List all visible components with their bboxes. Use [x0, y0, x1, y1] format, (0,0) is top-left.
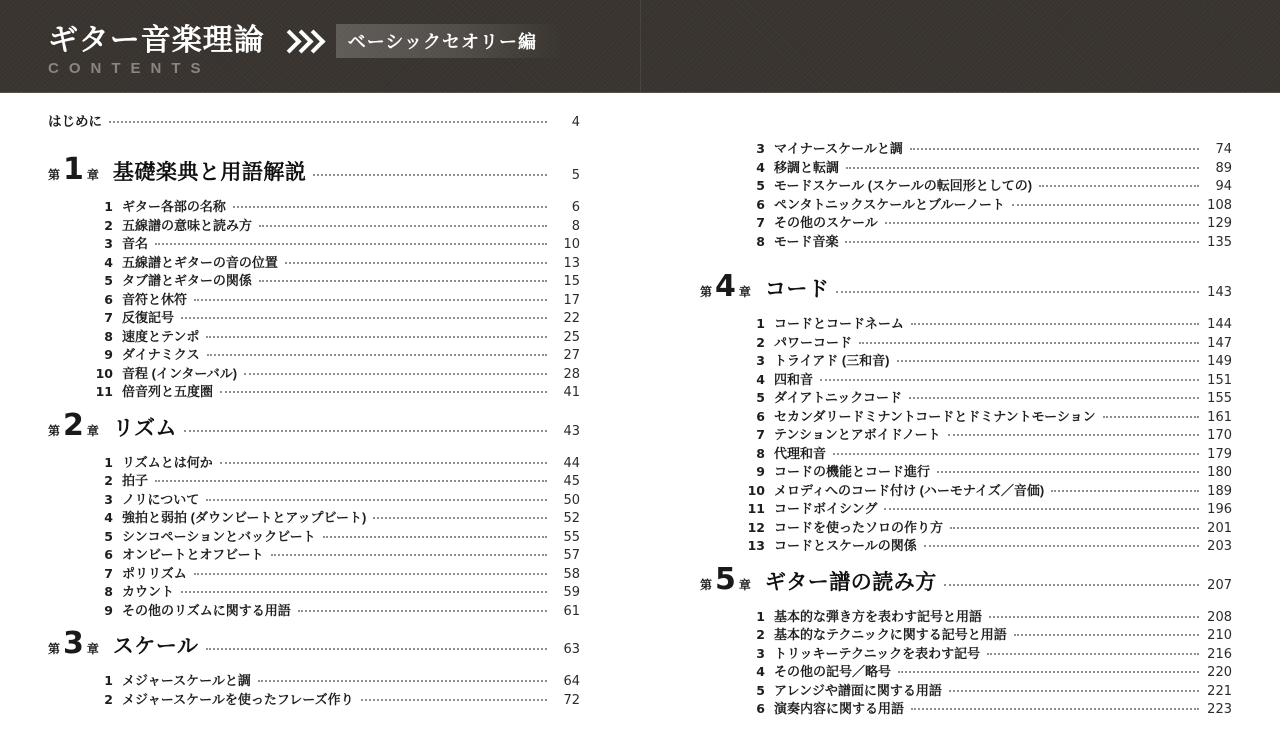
leader-dots [373, 517, 547, 519]
toc-item-row [745, 406, 1232, 425]
page-number: 50 [563, 492, 580, 508]
page-number: 13 [563, 255, 580, 271]
toc-item-row [745, 175, 1232, 194]
item-title: 倍音列と五度圏 [122, 384, 214, 399]
chapter-block-4 [700, 269, 1232, 554]
chapter-prefix: 第 [700, 577, 713, 592]
chapter-label [48, 152, 99, 187]
page-number: 129 [1207, 216, 1232, 231]
item-title: 基本的なテクニックに関する記号と用語 [774, 627, 1007, 642]
page-number: 61 [563, 603, 580, 619]
page-number: 63 [563, 642, 580, 657]
page-number: 210 [1207, 628, 1232, 643]
toc-column-left [48, 110, 580, 707]
item-number: 1 [756, 316, 765, 331]
toc-item-row [93, 252, 580, 271]
toc-item-row [93, 233, 580, 252]
toc-item-row [93, 381, 580, 400]
toc-item-list [700, 606, 1232, 717]
item-number: 5 [104, 528, 113, 544]
toc-item-row [93, 215, 580, 234]
page-number: 44 [563, 455, 580, 471]
leader-dots [911, 323, 1199, 325]
chapter-block-5 [700, 562, 1232, 717]
toc-item-list [48, 670, 580, 707]
chapter-title: 基礎楽典と用語解説 [112, 161, 307, 184]
toc-item-row [745, 461, 1232, 480]
item-number: 8 [104, 328, 113, 344]
page-number: 8 [571, 218, 580, 234]
leader-dots [220, 391, 547, 393]
page-number: 220 [1207, 665, 1232, 680]
toc-item-row [93, 689, 580, 708]
leader-dots [989, 616, 1199, 618]
item-title: 基本的な弾き方を表わす記号と用語 [774, 608, 983, 624]
toc-item-row [93, 600, 580, 619]
leader-dots [845, 241, 1199, 243]
page-number: 28 [563, 366, 580, 382]
leader-dots [1039, 185, 1199, 187]
leader-dots [323, 536, 547, 538]
leader-dots [298, 610, 547, 612]
leader-dots [950, 527, 1199, 529]
item-number: 2 [104, 473, 113, 488]
item-title: 音符と休符 [122, 291, 188, 307]
toc-item-row [93, 344, 580, 363]
item-title: ポリリズム [122, 565, 187, 581]
leader-dots [258, 680, 547, 682]
leader-dots [206, 499, 547, 501]
leader-dots [181, 591, 547, 593]
toc-item-row [93, 581, 580, 600]
page-number: 15 [563, 274, 580, 289]
item-number: 6 [104, 547, 113, 562]
toc-entry-title: はじめに [48, 114, 102, 129]
page-number: 74 [1215, 142, 1232, 157]
leader-dots [194, 573, 547, 575]
item-title: 強拍と弱拍 (ダウンビートとアップビート) [122, 510, 367, 525]
item-title: トライアド (三和音) [774, 353, 890, 368]
page-number: 144 [1207, 317, 1232, 332]
leader-dots [207, 354, 547, 356]
toc-item-row [93, 507, 580, 526]
item-title: タブ譜とギターの関係 [122, 273, 252, 288]
page-number: 43 [563, 423, 580, 439]
item-number: 3 [756, 141, 765, 156]
item-number: 7 [104, 310, 113, 325]
item-number: 1 [756, 608, 765, 624]
item-number: 8 [756, 445, 765, 461]
item-number: 1 [104, 454, 113, 470]
item-number: 3 [756, 353, 765, 368]
page-number: 41 [563, 385, 580, 400]
page-number: 170 [1207, 428, 1232, 443]
item-title: 代理和音 [774, 445, 827, 461]
page-number: 6 [571, 200, 580, 215]
leader-dots [911, 708, 1199, 710]
book-subtitle: ベーシックセオリー編 [336, 24, 563, 58]
toc-item-list [48, 452, 580, 619]
leader-dots [937, 471, 1199, 473]
chapter-number: 4 [715, 269, 736, 304]
chapter-number: 3 [63, 626, 84, 661]
toc-item-row [93, 196, 580, 215]
item-title: オンビートとオフビート [122, 547, 264, 562]
page-number: 207 [1207, 577, 1232, 593]
chapter-label [48, 626, 99, 661]
item-title: 音名 [122, 236, 149, 251]
leader-dots [155, 480, 547, 482]
page-fold-line [640, 0, 641, 92]
toc-item-row [93, 307, 580, 326]
title-row [48, 24, 563, 58]
page-number: 72 [563, 692, 580, 708]
toc-item-row [745, 313, 1232, 332]
chapter-number: 1 [63, 152, 84, 187]
leader-dots [1103, 416, 1199, 418]
item-title: 演奏内容に関する用語 [774, 701, 905, 716]
page-number: 208 [1207, 609, 1232, 625]
toc-item-row [745, 350, 1232, 369]
item-title: トリッキーテクニックを表わす記号 [774, 645, 981, 661]
item-number: 4 [104, 510, 113, 525]
leader-dots [1014, 634, 1199, 636]
toc-item-row [745, 661, 1232, 680]
item-number: 5 [756, 178, 765, 193]
toc-item-row [745, 387, 1232, 406]
chapter-number: 5 [715, 561, 736, 597]
page-number: 149 [1207, 354, 1232, 369]
item-title: パワーコード [774, 334, 853, 350]
item-number: 3 [104, 236, 113, 251]
item-title: メロディへのコード付け (ハーモナイズ／音価) [774, 482, 1045, 498]
toc-item-row [745, 231, 1232, 250]
toc-item-row [745, 643, 1232, 662]
item-title: ペンタトニックスケールとブルーノート [774, 196, 1005, 212]
item-number: 7 [756, 215, 765, 230]
item-title: シンコペーションとバックビート [122, 528, 316, 544]
toc-item-list [48, 196, 580, 400]
leader-dots [898, 671, 1199, 673]
chapter-title: スケール [112, 635, 199, 658]
chapter-suffix: 章 [86, 642, 99, 656]
chapter-label [700, 269, 751, 304]
leader-dots [833, 453, 1199, 455]
toc-item-row [745, 680, 1232, 699]
item-title: 反復記号 [122, 310, 175, 325]
toc-item-list [700, 313, 1232, 554]
item-title: テンションとアボイドノート [774, 427, 941, 442]
page-number: 57 [563, 548, 580, 563]
page-number: 5 [571, 168, 580, 183]
chapter-title: コード [764, 278, 830, 301]
header-band [0, 0, 1280, 93]
item-title: コードの機能とコード進行 [774, 464, 931, 479]
item-title: マイナースケールと調 [774, 141, 903, 156]
page-number: 25 [563, 329, 580, 345]
item-title: アレンジや譜面に関する用語 [774, 682, 942, 698]
item-number: 6 [756, 196, 765, 212]
item-title: ノリについて [122, 491, 200, 507]
item-title: その他のリズムに関する用語 [122, 602, 291, 618]
chapter-suffix: 章 [86, 423, 99, 438]
page-number: 203 [1207, 539, 1232, 554]
item-title: ダイアトニックコード [774, 390, 903, 405]
item-title: コードとスケールの関係 [774, 538, 917, 553]
leader-dots [910, 148, 1199, 150]
item-number: 2 [104, 217, 113, 233]
item-number: 7 [756, 427, 765, 442]
chapter-prefix: 第 [48, 423, 61, 438]
toc-item-row [93, 526, 580, 545]
toc-item-list [700, 138, 1232, 249]
chapter-title: ギター譜の読み方 [764, 570, 937, 594]
page-number: 189 [1207, 483, 1232, 499]
leader-dots [944, 584, 1199, 586]
leader-dots [1051, 490, 1199, 492]
chapter-title: リズム [112, 416, 177, 440]
toc-item-row [93, 670, 580, 689]
toc-item-row [93, 270, 580, 289]
item-title: その他のスケール [774, 215, 878, 230]
toc-item-row [93, 363, 580, 382]
chapter-suffix: 章 [86, 168, 99, 182]
leader-dots [949, 690, 1199, 692]
item-title: 音程 (インターバル) [122, 365, 238, 381]
page-number: 58 [563, 566, 580, 582]
item-number: 1 [104, 673, 113, 688]
leader-dots [313, 174, 547, 176]
chapter-suffix: 章 [738, 577, 751, 592]
chapter-heading [48, 626, 580, 664]
item-number: 10 [747, 482, 765, 498]
leader-dots [244, 373, 547, 375]
page-number: 147 [1207, 335, 1232, 351]
toc-item-row [745, 157, 1232, 176]
item-title: ギター各部の名称 [122, 199, 226, 214]
item-number: 6 [756, 408, 765, 424]
toc-item-row [93, 452, 580, 471]
item-number: 6 [104, 291, 113, 307]
item-title: セカンダリードミナントコードとドミナントモーション [774, 408, 1096, 424]
item-title: 五線譜の意味と読み方 [122, 217, 253, 233]
chapter-prefix: 第 [48, 642, 61, 656]
item-number: 8 [104, 584, 113, 599]
item-number: 2 [756, 627, 765, 642]
page-number: 52 [563, 511, 580, 526]
page-number: 216 [1207, 646, 1232, 662]
page-number: 27 [563, 348, 580, 363]
leader-dots [233, 206, 547, 208]
page-number: 10 [563, 237, 580, 252]
page-number: 161 [1207, 409, 1232, 425]
leader-dots [846, 167, 1199, 169]
toc-item-row [745, 517, 1232, 536]
toc-item-row [745, 138, 1232, 157]
leader-dots [1012, 204, 1199, 206]
page-number: 89 [1215, 160, 1232, 176]
leader-dots [987, 653, 1199, 655]
leader-dots [948, 434, 1199, 436]
toc-item-row [745, 369, 1232, 388]
leader-dots [820, 379, 1199, 381]
toc-item-row [93, 326, 580, 345]
leader-dots [206, 648, 548, 650]
leader-dots [194, 299, 547, 301]
page-number: 4 [571, 115, 580, 130]
page-number: 196 [1207, 502, 1232, 517]
leader-dots [184, 430, 547, 432]
toc-item-row [93, 489, 580, 508]
chapter-prefix: 第 [700, 285, 713, 299]
chapter-block-3 [48, 626, 580, 707]
page-number: 155 [1207, 391, 1232, 406]
item-title: 四和音 [774, 371, 814, 387]
toc-item-row [93, 470, 580, 489]
item-title: 速度とテンポ [122, 328, 200, 344]
toc-entry-row [48, 110, 580, 130]
leader-dots [361, 699, 547, 701]
item-number: 10 [95, 365, 113, 381]
toc-item-row [745, 698, 1232, 717]
chapter-heading [700, 269, 1232, 307]
page-number: 143 [1207, 285, 1232, 300]
toc-item-row [745, 535, 1232, 554]
toc-item-row [93, 563, 580, 582]
item-number: 8 [756, 233, 765, 249]
chapter-number: 2 [63, 407, 84, 443]
leader-dots [220, 462, 547, 464]
leader-dots [836, 291, 1199, 293]
toc-item-row [93, 289, 580, 308]
item-title: メジャースケールと調 [122, 673, 251, 688]
leader-dots [924, 545, 1199, 547]
item-title: メジャースケールを使ったフレーズ作り [122, 691, 354, 707]
item-number: 11 [95, 384, 113, 399]
item-number: 12 [747, 519, 765, 535]
page-number: 45 [563, 474, 580, 489]
page-number: 221 [1207, 683, 1232, 699]
page-number: 64 [563, 674, 580, 689]
leader-dots [259, 280, 547, 282]
item-title: コードを使ったソロの作り方 [774, 519, 944, 535]
leader-dots [285, 262, 547, 264]
leader-dots [181, 317, 547, 319]
item-number: 5 [756, 390, 765, 405]
toc-item-row [745, 194, 1232, 213]
item-title: リズムとは何か [122, 454, 213, 470]
leader-dots [259, 225, 547, 227]
leader-dots [206, 336, 547, 338]
item-title: 五線譜とギターの音の位置 [122, 254, 278, 270]
item-number: 3 [104, 491, 113, 507]
item-title: ダイナミクス [122, 347, 200, 362]
item-title: 拍子 [122, 473, 149, 488]
page-number: 94 [1215, 179, 1232, 194]
chapter-heading [48, 152, 580, 190]
toc-item-row [745, 332, 1232, 351]
item-number: 1 [104, 199, 113, 214]
item-title: その他の記号／略号 [774, 664, 892, 679]
item-number: 4 [756, 371, 765, 387]
toc-item-row [745, 606, 1232, 625]
toc-column-right [700, 126, 1232, 717]
item-number: 11 [747, 501, 765, 516]
item-number: 6 [756, 701, 765, 716]
leader-dots [109, 121, 547, 123]
triple-chevron-icon [281, 33, 322, 50]
chapter-label [700, 562, 751, 597]
chapter-heading [700, 562, 1232, 600]
page-number: 17 [563, 292, 580, 308]
leader-dots [885, 222, 1199, 224]
item-number: 9 [756, 464, 765, 479]
item-title: コードボイシング [774, 501, 878, 516]
toc-item-row [745, 424, 1232, 443]
item-number: 9 [104, 602, 113, 618]
leader-dots [897, 360, 1200, 362]
contents-label: CONTENTS [48, 60, 211, 77]
item-number: 4 [756, 159, 765, 175]
item-title: カウント [122, 584, 175, 599]
item-number: 4 [756, 664, 765, 679]
item-number: 4 [104, 254, 113, 270]
page-number: 22 [563, 311, 580, 326]
item-title: 移調と転調 [774, 159, 840, 175]
toc-item-row [745, 212, 1232, 231]
page-number: 108 [1207, 197, 1232, 213]
page-number: 179 [1207, 446, 1232, 462]
page-number: 55 [563, 529, 580, 545]
item-number: 2 [104, 691, 113, 707]
chapter-suffix: 章 [738, 285, 751, 299]
leader-dots [155, 243, 547, 245]
leader-dots [884, 508, 1199, 510]
chapter-heading [48, 408, 580, 446]
item-title: モード音楽 [774, 233, 839, 249]
leader-dots [859, 342, 1199, 344]
chapter-prefix: 第 [48, 168, 61, 182]
item-number: 2 [756, 334, 765, 350]
page-number: 223 [1207, 702, 1232, 717]
page-number: 180 [1207, 465, 1232, 480]
item-number: 5 [104, 273, 113, 288]
item-number: 3 [756, 645, 765, 661]
page-number: 135 [1207, 234, 1232, 250]
book-title: ギター音楽理論 [48, 24, 265, 57]
toc-item-row [745, 498, 1232, 517]
toc-item-row [745, 480, 1232, 499]
page-number: 59 [563, 585, 580, 600]
chapter-label [48, 408, 99, 443]
item-title: モードスケール (スケールの転回形としての) [774, 178, 1033, 193]
chapter-block-1 [48, 152, 580, 400]
toc-item-row [745, 443, 1232, 462]
item-number: 5 [756, 682, 765, 698]
item-number: 9 [104, 347, 113, 362]
item-number: 13 [747, 538, 765, 553]
leader-dots [909, 397, 1199, 399]
page-number: 151 [1207, 372, 1232, 388]
chapter-block-2 [48, 408, 580, 619]
item-number: 7 [104, 565, 113, 581]
item-title: コードとコードネーム [774, 316, 904, 331]
toc-item-row [93, 544, 580, 563]
toc-item-row [745, 624, 1232, 643]
page-number: 201 [1207, 520, 1232, 536]
leader-dots [271, 554, 547, 556]
